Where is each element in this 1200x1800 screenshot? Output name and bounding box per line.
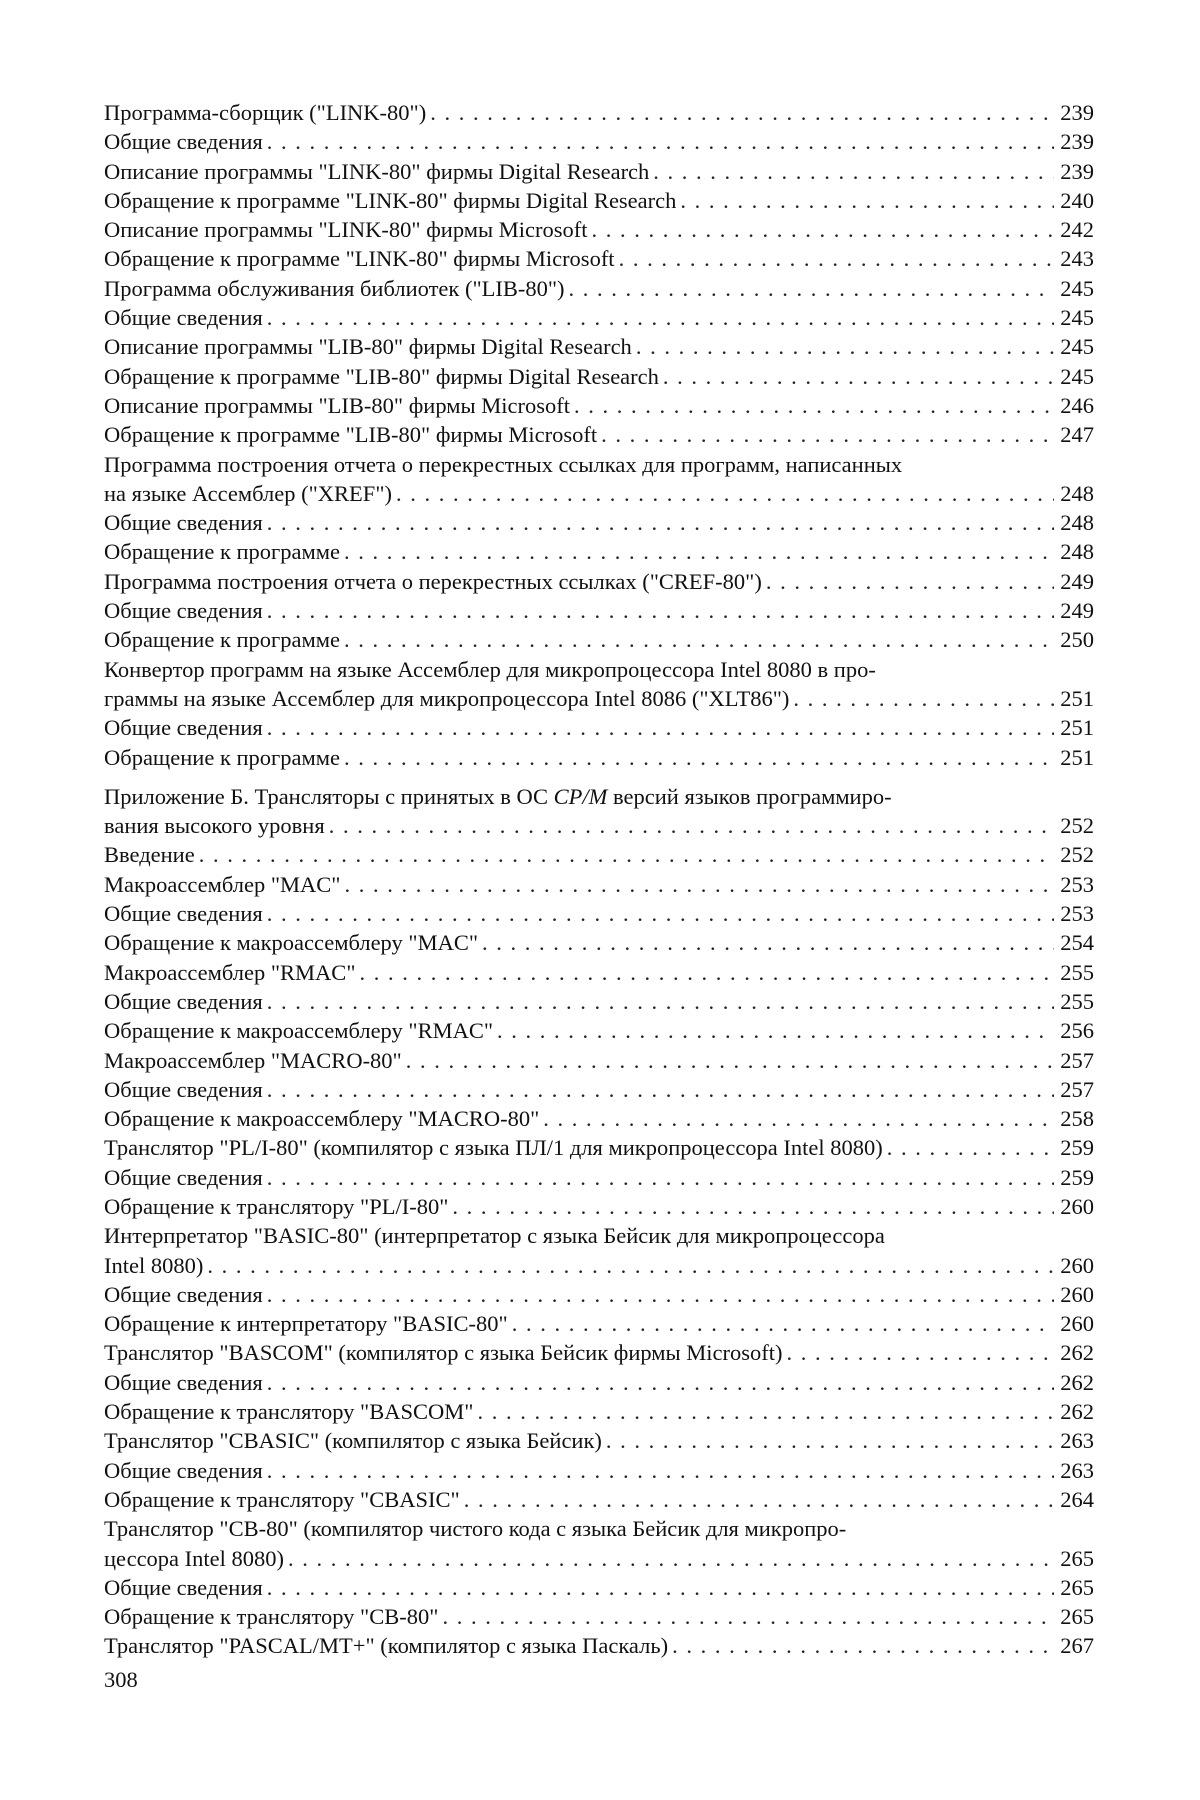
toc-page-number: 259	[1060, 1135, 1094, 1161]
toc-entry-row	[104, 1251, 1094, 1280]
toc-page-number: 259	[1060, 1164, 1094, 1190]
toc-entry-title: Макроассемблер "MACRO-80"	[104, 1047, 402, 1073]
toc-entry	[104, 713, 1094, 742]
toc-dot-leader	[460, 1485, 1054, 1514]
toc-dot-leader	[539, 1104, 1054, 1133]
toc-entry	[104, 362, 1094, 391]
toc-page-number: 252	[1060, 813, 1094, 839]
toc-dot-leader	[263, 1075, 1054, 1104]
toc-entry	[104, 1514, 1094, 1573]
page-number: 308	[104, 1667, 138, 1692]
toc-entry-row	[104, 870, 1094, 899]
toc-dot-leader	[263, 713, 1054, 742]
toc-entry-row	[104, 899, 1094, 928]
toc-entry-row	[104, 1368, 1094, 1397]
toc-entry-title: Программа обслуживания библиотек ("LIB-80")	[104, 275, 565, 301]
toc-page-number: 263	[1060, 1457, 1094, 1483]
toc-page-number: 260	[1060, 1193, 1094, 1219]
toc-entry-title: Обращение к программе "LIB-80" фирмы Digital Research	[104, 363, 659, 389]
toc-page-number: 267	[1060, 1633, 1094, 1659]
toc-entry	[104, 1309, 1094, 1338]
toc-dot-leader	[493, 1016, 1054, 1045]
toc-entry-title: Общие сведения	[104, 1574, 263, 1600]
toc-entry	[104, 1602, 1094, 1631]
toc-entry-title: Транслятор "PASCAL/MT+" (компилятор с языка Паскаль)	[104, 1633, 669, 1659]
toc-entry-title: Обращение к программе	[104, 744, 340, 770]
toc-page-number: 248	[1060, 480, 1094, 506]
toc-entry-row	[104, 1104, 1094, 1133]
toc-dot-leader	[615, 244, 1054, 273]
toc-page-number: 248	[1060, 510, 1094, 536]
toc-dot-leader	[203, 1251, 1054, 1280]
toc-entry	[104, 274, 1094, 303]
toc-page-number: 263	[1060, 1428, 1094, 1454]
toc-page-number: 242	[1060, 217, 1094, 243]
toc-entry	[104, 1163, 1094, 1192]
toc-entry-title: вания высокого уровня	[104, 813, 325, 839]
toc-page-number: 262	[1060, 1340, 1094, 1366]
toc-entry	[104, 127, 1094, 156]
toc-list	[104, 98, 1094, 1661]
toc-entry-row	[104, 537, 1094, 566]
toc-page-number: 265	[1060, 1545, 1094, 1571]
toc-dot-leader	[565, 274, 1054, 303]
toc-entry-row	[104, 1338, 1094, 1367]
toc-entry	[104, 420, 1094, 449]
toc-entry	[104, 1046, 1094, 1075]
toc-page-number: 245	[1060, 305, 1094, 331]
toc-entry	[104, 186, 1094, 215]
toc-entry-row	[104, 958, 1094, 987]
toc-dot-leader	[668, 1631, 1054, 1660]
toc-entry	[104, 98, 1094, 127]
toc-entry-title: Обращение к транслятору "CBASIC"	[104, 1486, 460, 1512]
toc-entry	[104, 1397, 1094, 1426]
toc-entry	[104, 1456, 1094, 1485]
toc-dot-leader	[478, 928, 1054, 957]
toc-dot-leader	[508, 1309, 1054, 1338]
toc-page-number: 251	[1060, 715, 1094, 741]
toc-entry	[104, 450, 1094, 509]
toc-entry	[104, 303, 1094, 332]
toc-entry-row	[104, 928, 1094, 957]
toc-entry-title: Общие сведения	[104, 1369, 263, 1395]
toc-entry	[104, 958, 1094, 987]
toc-entry	[104, 987, 1094, 1016]
toc-entry-row	[104, 1602, 1094, 1631]
toc-page-number: 249	[1060, 568, 1094, 594]
toc-dot-leader	[340, 537, 1054, 566]
toc-entry-row	[104, 1016, 1094, 1045]
toc-entry-title: Общие сведения	[104, 901, 263, 927]
toc-page-number: 257	[1060, 1076, 1094, 1102]
toc-entry-title: Транслятор "CBASIC" (компилятор с языка Бейсик)	[104, 1428, 602, 1454]
toc-dot-leader	[649, 157, 1054, 186]
toc-entry	[104, 157, 1094, 186]
toc-entry-title: Общие сведения	[104, 1281, 263, 1307]
toc-entry-row	[104, 303, 1094, 332]
toc-entry-row	[104, 508, 1094, 537]
toc-dot-leader	[402, 1046, 1054, 1075]
toc-entry	[104, 899, 1094, 928]
toc-entry-row	[104, 743, 1094, 772]
toc-dot-leader	[659, 362, 1054, 391]
toc-dot-leader	[789, 684, 1054, 713]
toc-page-number: 246	[1060, 392, 1094, 418]
toc-page-number: 254	[1060, 930, 1094, 956]
toc-entry-title: Общие сведения	[104, 988, 263, 1014]
toc-entry	[104, 332, 1094, 361]
toc-entry-row	[104, 244, 1094, 273]
toc-dot-leader	[597, 420, 1054, 449]
toc-entry	[104, 244, 1094, 273]
toc-dot-leader	[263, 899, 1054, 928]
toc-page-number: 243	[1060, 246, 1094, 272]
toc-page-number: 245	[1060, 334, 1094, 360]
toc-page-number: 256	[1060, 1018, 1094, 1044]
toc-entry	[104, 1133, 1094, 1162]
toc-entry-row	[104, 811, 1094, 840]
toc-entry-title: Программа-сборщик ("LINK-80")	[104, 100, 427, 125]
toc-page-number: 260	[1060, 1311, 1094, 1337]
toc-dot-leader	[602, 1426, 1054, 1455]
toc-entry-title-line: Интерпретатор "BASIC-80" (интерпретатор с языка Бейсик для микропроцессора	[104, 1223, 885, 1249]
toc-dot-leader	[325, 811, 1054, 840]
toc-page-number: 247	[1060, 422, 1094, 448]
toc-page-number: 240	[1060, 187, 1094, 213]
toc-entry-row	[104, 625, 1094, 654]
toc-entry	[104, 655, 1094, 714]
toc-dot-leader	[284, 1544, 1054, 1573]
toc-dot-leader	[426, 98, 1054, 127]
toc-entry	[104, 215, 1094, 244]
toc-dot-leader	[263, 127, 1054, 156]
toc-entry-title: цессора Intel 8080)	[104, 1545, 285, 1571]
toc-entry-row	[104, 186, 1094, 215]
toc-entry-title: Общие сведения	[104, 1457, 263, 1483]
toc-entry	[104, 508, 1094, 537]
toc-entry	[104, 625, 1094, 654]
toc-entry-title: Intel 8080)	[104, 1252, 204, 1278]
toc-dot-leader	[783, 1338, 1054, 1367]
toc-entry-title: Общие сведения	[104, 1076, 263, 1102]
toc-entry-title: Обращение к транслятору "BASCOM"	[104, 1399, 474, 1425]
toc-entry-row	[104, 1544, 1094, 1573]
toc-page	[104, 98, 1094, 1661]
toc-page-number: 250	[1060, 627, 1094, 653]
toc-dot-leader	[263, 987, 1054, 1016]
toc-dot-leader	[263, 1456, 1054, 1485]
toc-page-number: 260	[1060, 1281, 1094, 1307]
toc-entry-title: Обращение к программе "LINK-80" фирмы Microsoft	[104, 246, 615, 272]
toc-entry-row	[104, 98, 1094, 127]
toc-entry-title-line: Конвертор программ на языке Ассемблер для микропроцессора Intel 8080 в про-	[104, 656, 876, 682]
toc-entry-row	[104, 1133, 1094, 1162]
toc-entry	[104, 1573, 1094, 1602]
toc-entry	[104, 1104, 1094, 1133]
toc-entry-row	[104, 713, 1094, 742]
toc-entry-row	[104, 127, 1094, 156]
toc-page-number: 260	[1060, 1252, 1094, 1278]
toc-page-number: 251	[1060, 685, 1094, 711]
toc-entry-row	[104, 274, 1094, 303]
toc-entry-row	[104, 1163, 1094, 1192]
toc-dot-leader	[448, 1192, 1054, 1221]
toc-entry-row	[104, 1397, 1094, 1426]
toc-entry-title: Транслятор "BASCOM" (компилятор с языка Бейсик фирмы Microsoft)	[104, 1340, 783, 1366]
toc-entry-row	[104, 840, 1094, 869]
toc-entry	[104, 1192, 1094, 1221]
toc-dot-leader	[473, 1397, 1054, 1426]
toc-entry-row	[104, 1046, 1094, 1075]
toc-entry	[104, 743, 1094, 772]
toc-entry	[104, 1426, 1094, 1455]
toc-entry-title: Обращение к макроассемблеру "RMAC"	[104, 1018, 494, 1044]
toc-entry-title: Обращение к транслятору "CB-80"	[104, 1604, 439, 1630]
toc-page-number: 264	[1060, 1486, 1094, 1512]
toc-page-number: 252	[1060, 842, 1094, 868]
toc-page-number: 265	[1060, 1604, 1094, 1630]
toc-entry-title: Описание программы "LINK-80" фирмы Microsoft	[104, 217, 588, 243]
toc-entry	[104, 782, 1094, 841]
toc-entry-row	[104, 1075, 1094, 1104]
toc-entry-title: Описание программы "LIB-80" фирмы Microsoft	[104, 392, 570, 418]
toc-entry-row	[104, 1280, 1094, 1309]
toc-entry-title: Транслятор "PL/I-80" (компилятор с языка ПЛ/1 для микропроцессора Intel 8080)	[104, 1135, 883, 1161]
toc-entry-row	[104, 1192, 1094, 1221]
toc-entry	[104, 391, 1094, 420]
toc-entry-title: Программа построения отчета о перекрестных ссылках ("CREF-80")	[104, 568, 762, 594]
toc-dot-leader	[263, 1163, 1054, 1192]
toc-entry-row	[104, 332, 1094, 361]
toc-entry-title: Макроассемблер "MAC"	[104, 871, 341, 897]
toc-entry-row	[104, 1631, 1094, 1660]
toc-entry-title: Обращение к программе "LINK-80" фирмы Digital Research	[104, 187, 677, 213]
toc-entry-title: Описание программы "LINK-80" фирмы Digital Research	[104, 158, 650, 184]
toc-entry-title-line: Транслятор "CB-80" (компилятор чистого кода с языка Бейсик для микропро-	[104, 1516, 847, 1542]
toc-entry-row	[104, 1426, 1094, 1455]
toc-page-number: 239	[1060, 129, 1094, 155]
toc-dot-leader	[676, 186, 1054, 215]
toc-dot-leader	[762, 567, 1054, 596]
toc-entry-title: Обращение к программе	[104, 539, 340, 565]
toc-page-number: 239	[1060, 158, 1094, 184]
toc-entry	[104, 1280, 1094, 1309]
toc-entry-title: Обращение к программе	[104, 627, 340, 653]
toc-entry-title-line: Приложение Б. Трансляторы с принятых в ОС CP/M версий языков программиро-	[104, 783, 892, 809]
toc-entry-row	[104, 215, 1094, 244]
toc-entry-row	[104, 157, 1094, 186]
toc-entry-row	[104, 1573, 1094, 1602]
toc-dot-leader	[263, 1368, 1054, 1397]
toc-dot-leader	[438, 1602, 1054, 1631]
toc-entry	[104, 1631, 1094, 1660]
os-name-italic: CP/M	[553, 783, 608, 809]
toc-entry-title: Общие сведения	[104, 305, 263, 331]
toc-page-number: 248	[1060, 539, 1094, 565]
toc-page-number: 249	[1060, 598, 1094, 624]
toc-entry	[104, 1075, 1094, 1104]
toc-dot-leader	[587, 215, 1054, 244]
toc-dot-leader	[356, 958, 1055, 987]
toc-entry-title: Обращение к интерпретатору "BASIC-80"	[104, 1311, 508, 1337]
toc-dot-leader	[263, 1280, 1054, 1309]
toc-dot-leader	[570, 391, 1054, 420]
toc-entry	[104, 1016, 1094, 1045]
toc-page-number: 245	[1060, 275, 1094, 301]
toc-entry-title: Обращение к программе "LIB-80" фирмы Microsoft	[104, 422, 598, 448]
toc-entry-title: Обращение к транслятору "PL/I-80"	[104, 1193, 449, 1219]
toc-dot-leader	[263, 596, 1054, 625]
toc-entry-row	[104, 1485, 1094, 1514]
toc-page-number: 255	[1060, 959, 1094, 985]
toc-page-number: 253	[1060, 901, 1094, 927]
toc-entry	[104, 1221, 1094, 1280]
toc-entry-row	[104, 567, 1094, 596]
toc-dot-leader	[195, 840, 1054, 869]
toc-page-number: 257	[1060, 1047, 1094, 1073]
toc-entry	[104, 596, 1094, 625]
toc-dot-leader	[263, 1573, 1054, 1602]
toc-entry	[104, 1368, 1094, 1397]
toc-dot-leader	[263, 303, 1054, 332]
toc-entry-row	[104, 1456, 1094, 1485]
toc-page-number: 262	[1060, 1369, 1094, 1395]
toc-page-number: 251	[1060, 744, 1094, 770]
toc-page-number: 253	[1060, 871, 1094, 897]
toc-entry	[104, 1485, 1094, 1514]
toc-entry-title: Обращение к макроассемблеру "MACRO-80"	[104, 1106, 540, 1132]
toc-entry	[104, 928, 1094, 957]
toc-entry-title: Введение	[104, 842, 195, 868]
toc-dot-leader	[341, 870, 1055, 899]
toc-entry-row	[104, 479, 1094, 508]
toc-dot-leader	[263, 508, 1054, 537]
toc-entry-title: Общие сведения	[104, 1164, 263, 1190]
toc-entry	[104, 870, 1094, 899]
toc-entry	[104, 840, 1094, 869]
toc-dot-leader	[340, 743, 1054, 772]
toc-entry-title: граммы на языке Ассемблер для микропроцессора Intel 8086 ("XLT86")	[104, 685, 790, 711]
toc-entry	[104, 537, 1094, 566]
toc-entry-title: Общие сведения	[104, 598, 263, 624]
toc-entry-row	[104, 684, 1094, 713]
toc-dot-leader	[632, 332, 1054, 361]
toc-dot-leader	[340, 625, 1054, 654]
toc-entry-title: Описание программы "LIB-80" фирмы Digital Research	[104, 334, 632, 360]
toc-page-number: 245	[1060, 363, 1094, 389]
toc-entry-row	[104, 420, 1094, 449]
toc-entry	[104, 1338, 1094, 1367]
toc-entry-title: на языке Ассемблер ("XREF")	[104, 480, 392, 506]
toc-entry	[104, 567, 1094, 596]
toc-dot-leader	[883, 1133, 1054, 1162]
toc-entry-row	[104, 391, 1094, 420]
toc-page-number: 239	[1060, 100, 1094, 125]
toc-entry-row	[104, 596, 1094, 625]
toc-page-number: 265	[1060, 1574, 1094, 1600]
toc-entry-title: Общие сведения	[104, 510, 263, 536]
toc-entry-title: Обращение к макроассемблеру "MAC"	[104, 930, 479, 956]
toc-page-number: 258	[1060, 1106, 1094, 1132]
toc-entry-title: Общие сведения	[104, 715, 263, 741]
toc-dot-leader	[392, 479, 1054, 508]
toc-page-number: 255	[1060, 988, 1094, 1014]
toc-page-number: 262	[1060, 1399, 1094, 1425]
toc-entry-row	[104, 1309, 1094, 1338]
toc-entry-title: Макроассемблер "RMAC"	[104, 959, 356, 985]
toc-entry-title-line: Программа построения отчета о перекрестных ссылках для программ, написанных	[104, 451, 903, 477]
toc-entry-row	[104, 987, 1094, 1016]
toc-entry-row	[104, 362, 1094, 391]
toc-entry-title: Общие сведения	[104, 129, 263, 155]
